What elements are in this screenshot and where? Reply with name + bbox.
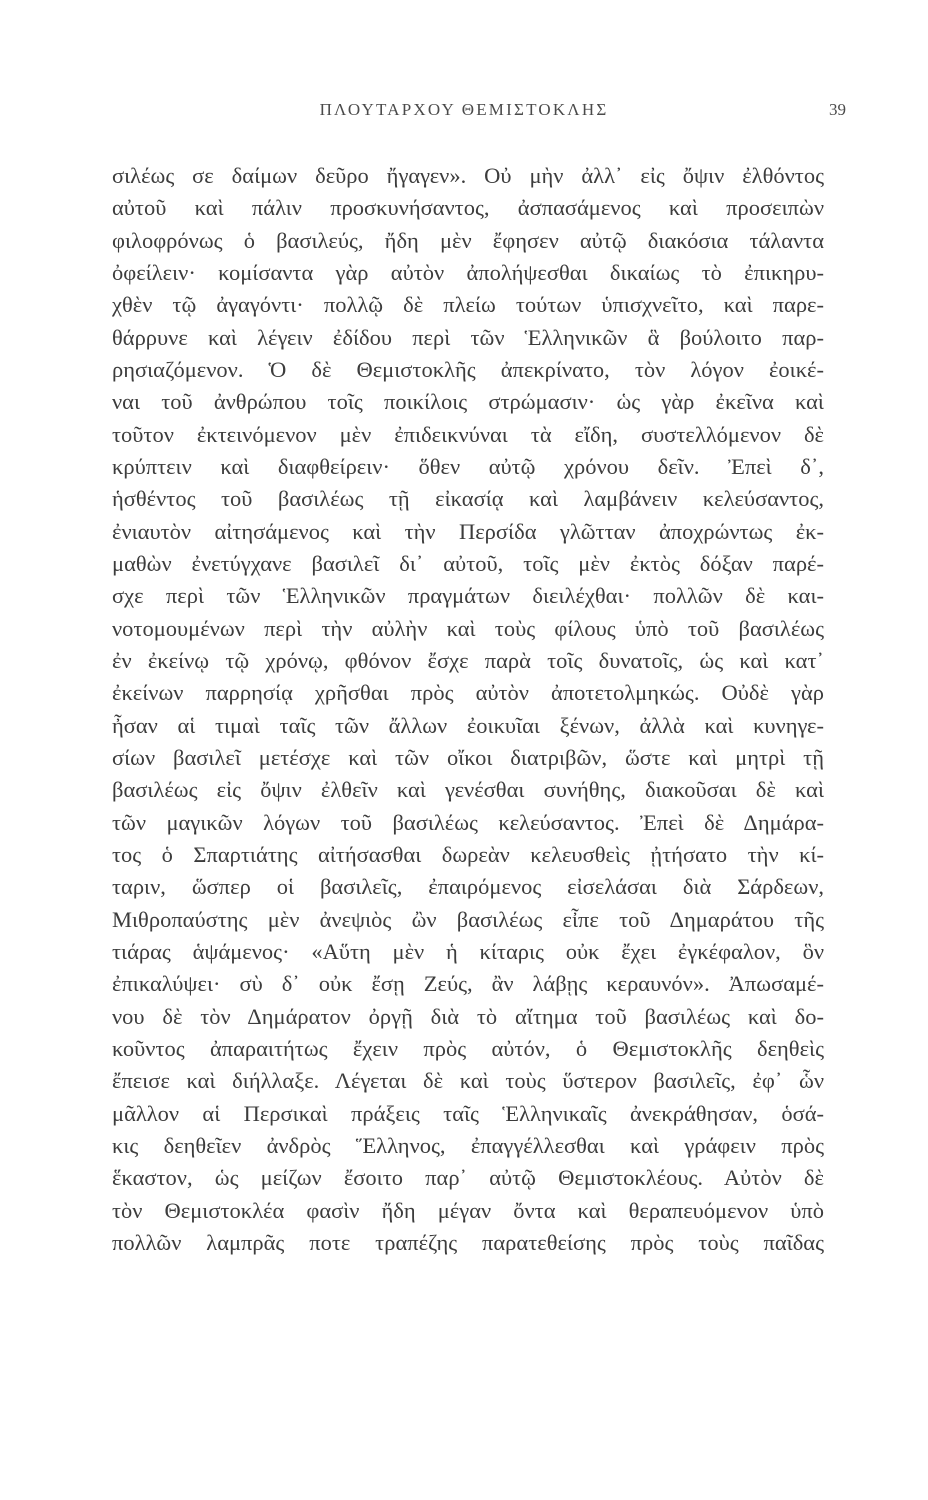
text-line: τος ὁ Σπαρτιάτης αἰτήσασθαι δωρεὰν κελευσθεὶς ᾐτήσατο τὴν κί- bbox=[112, 841, 824, 867]
text-line: ἐπικαλύψει· σὺ δ᾽ οὐκ ἔσῃ Ζεύς, ἂν λάβῃς κεραυνόν». Ἀπωσαμέ- bbox=[112, 971, 824, 997]
text-line: τιάρας ἁψάμενος· «Αὕτη μὲν ἡ κίταρις οὐκ ἔχει ἐγκέφαλον, ὃν bbox=[112, 938, 824, 964]
text-line: σιλέως σε δαίμων δεῦρο ἤγαγεν». Οὐ μὴν ἀλλ᾽ εἰς ὄψιν ἐλθόντος bbox=[112, 163, 824, 188]
text-line: σχε περὶ τῶν Ἑλληνικῶν πραγμάτων διειλέχθαι· πολλῶν δὲ και- bbox=[112, 583, 824, 609]
text-line: τῶν μαγικῶν λόγων τοῦ βασιλέως κελεύσαντος. Ἐπεὶ δὲ Δημάρα- bbox=[112, 809, 824, 835]
text-line: ἐν ἐκείνῳ τῷ χρόνῳ, φθόνον ἔσχε παρὰ τοῖς δυνατοῖς, ὡς καὶ κατ᾽ bbox=[112, 647, 824, 673]
text-line: ταριν, ὥσπερ οἱ βασιλεῖς, ἐπαιρόμενος εἰσελάσαι διὰ Σάρδεων, bbox=[112, 874, 824, 900]
text-line: ἔπεισε καὶ διήλλαξε. Λέγεται δὲ καὶ τοὺς ὕστερον βασιλεῖς, ἐφ᾽ ὧν bbox=[112, 1068, 824, 1094]
text-line: σίων βασιλεῖ μετέσχε καὶ τῶν οἴκοι διατριβῶν, ὥστε καὶ μητρὶ τῇ bbox=[112, 744, 824, 770]
text-line: θάρρυνε καὶ λέγειν ἐδίδου περὶ τῶν Ἑλληνικῶν ἃ βούλοιτο παρ- bbox=[112, 324, 824, 350]
text-line: φιλοφρόνως ὁ βασιλεύς, ἤδη μὲν ἔφησεν αὐτῷ διακόσια τάλαντα bbox=[112, 227, 824, 253]
text-line: νοτομουμένων περὶ τὴν αὐλὴν καὶ τοὺς φίλους ὑπὸ τοῦ βασιλέως bbox=[112, 615, 824, 641]
text-line: Μιθροπαύστης μὲν ἀνεψιὸς ὢν βασιλέως εἶπε τοῦ Δημαράτου τῆς bbox=[112, 906, 824, 932]
text-line: κις δεηθεῖεν ἀνδρὸς Ἕλληνος, ἐπαγγέλλεσθαι καὶ γράφειν πρὸς bbox=[112, 1132, 824, 1158]
text-line: ἦσαν αἱ τιμαὶ ταῖς τῶν ἄλλων ἐοικυῖαι ξένων, ἀλλὰ καὶ κυνηγε- bbox=[112, 712, 824, 738]
text-line: πολλῶν λαμπρᾶς ποτε τραπέζης παρατεθείσης πρὸς τοὺς παῖδας bbox=[112, 1229, 824, 1255]
text-line: μᾶλλον αἱ Περσικαὶ πράξεις ταῖς Ἑλληνικαῖς ἀνεκράθησαν, ὁσά- bbox=[112, 1100, 824, 1126]
running-title: ΠΛΟΥΤΑΡΧΟΥ ΘΕΜΙΣΤΟΚΛΗΣ bbox=[319, 100, 609, 119]
text-line: ἐκείνων παρρησίᾳ χρῆσθαι πρὸς αὐτὸν ἀποτετολμηκώς. Οὐδὲ γὰρ bbox=[112, 680, 824, 706]
text-line: ναι τοῦ ἀνθρώπου τοῖς ποικίλοις στρώμασιν· ὡς γὰρ ἐκεῖνα καὶ bbox=[112, 389, 824, 415]
text-line: νου δὲ τὸν Δημάρατον ὀργῇ διὰ τὸ αἴτημα τοῦ βασιλέως καὶ δο- bbox=[112, 1003, 824, 1029]
text-line: χθὲν τῷ ἀγαγόντι· πολλῷ δὲ πλείω τούτων ὑπισχνεῖτο, καὶ παρε- bbox=[112, 292, 824, 318]
text-line: αὐτοῦ καὶ πάλιν προσκυνήσαντος, ἀσπασάμενος καὶ προσειπὼν bbox=[112, 195, 824, 221]
text-line: μαθὼν ἐνετύγχανε βασιλεῖ δι᾽ αὐτοῦ, τοῖς μὲν ἐκτὸς δόξαν παρέ- bbox=[112, 550, 824, 576]
text-line: ἡσθέντος τοῦ βασιλέως τῇ εἰκασίᾳ καὶ λαμβάνειν κελεύσαντος, bbox=[112, 486, 824, 512]
text-line: βασιλέως εἰς ὄψιν ἐλθεῖν καὶ γενέσθαι συνήθης, διακοῦσαι δὲ καὶ bbox=[112, 777, 824, 803]
page-number: 39 bbox=[829, 100, 846, 119]
body-text bbox=[112, 160, 824, 1259]
running-head bbox=[0, 94, 928, 122]
text-line: ὀφείλειν· κομίσαντα γὰρ αὐτὸν ἀπολήψεσθαι δικαίως τὸ ἐπικηρυ- bbox=[112, 259, 824, 285]
text-line: ἐνιαυτὸν αἰτησάμενος καὶ τὴν Περσίδα γλῶτταν ἀποχρώντως ἐκ- bbox=[112, 518, 824, 544]
text-line: ἕκαστον, ὡς μείζων ἔσοιτο παρ᾽ αὐτῷ Θεμιστοκλέους. Αὐτὸν δὲ bbox=[112, 1165, 824, 1191]
text-line: ρησιαζόμενον. Ὁ δὲ Θεμιστοκλῆς ἀπεκρίνατο, τὸν λόγον ἐοικέ- bbox=[112, 356, 824, 382]
text-line: κρύπτειν καὶ διαφθείρειν· ὅθεν αὐτῷ χρόνου δεῖν. Ἐπεὶ δ᾽, bbox=[112, 453, 824, 479]
text-line: κοῦντος ἀπαραιτήτως ἔχειν πρὸς αὐτόν, ὁ Θεμιστοκλῆς δεηθεὶς bbox=[112, 1035, 824, 1061]
text-line: τὸν Θεμιστοκλέα φασὶν ἤδη μέγαν ὄντα καὶ θεραπευόμενον ὑπὸ bbox=[112, 1197, 824, 1223]
text-line: τοῦτον ἐκτεινόμενον μὲν ἐπιδεικνύναι τὰ εἴδη, συστελλόμενον δὲ bbox=[112, 421, 824, 447]
